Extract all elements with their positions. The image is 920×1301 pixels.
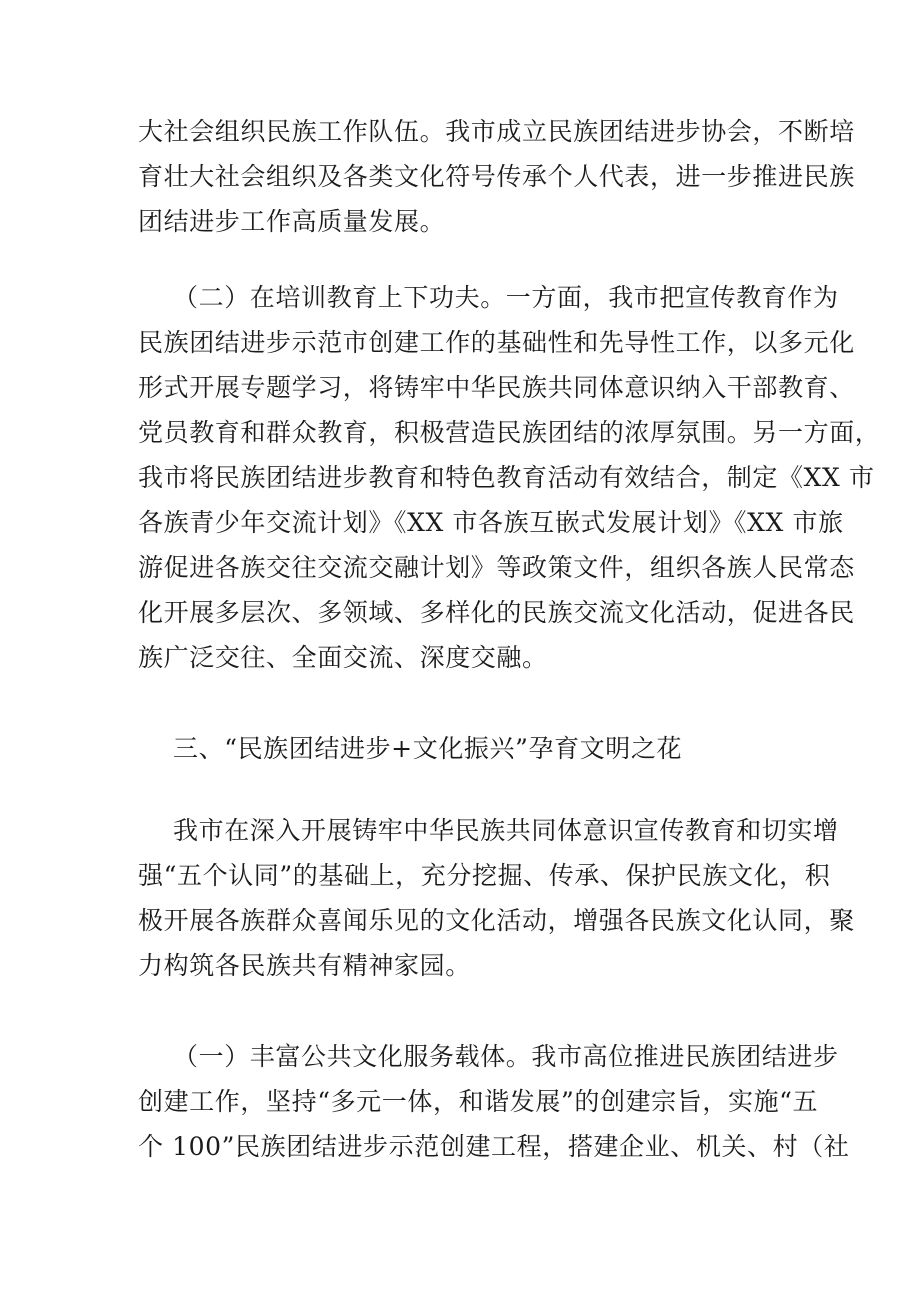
text-line: 我市将民族团结进步教育和特色教育活动有效结合，制定《XX 市 [138,463,875,492]
paragraph-training-education [138,275,881,680]
text-line: 强“五个认同”的基础上，充分挖掘、传承、保护民族文化，积 [138,861,831,890]
text-line: 各族青少年交流计划》《XX 市各族互嵌式发展计划》《XX 市旅 [138,508,844,537]
paragraph-continuation [138,109,855,244]
text-line: （一）丰富公共文化服务载体。我市高位推进民族团结进步 [173,1042,839,1071]
text-line: 创建工作，坚持“多元一体，和谐发展”的创建宗旨，实施“五 [138,1087,819,1116]
paragraph-culture [138,808,855,988]
text-line: 极开展各族群众喜闻乐见的文化活动，增强各民族文化认同，聚 [138,906,855,935]
section-heading-text: 三、“民族团结进步+文化振兴”孕育文明之花 [173,734,683,763]
text-line: 民族团结进步示范市创建工作的基础性和先导性工作，以多元化 [138,328,855,357]
text-line: 团结进步工作高质量发展。 [138,207,446,236]
text-line: 大社会组织民族工作队伍。我市成立民族团结进步协会，不断培 [138,117,855,146]
text-line: 力构筑各民族共有精神家园。 [138,951,471,980]
section-heading [138,726,788,771]
text-line: 我市在深入开展铸牢中华民族共同体意识宣传教育和切实增 [173,816,839,845]
paragraph-public-culture [138,1034,850,1169]
text-line: （二）在培训教育上下功夫。一方面，我市把宣传教育作为 [173,283,839,312]
text-line: 个 100”民族团结进步示范创建工程，搭建企业、机关、村（社 [138,1132,850,1161]
text-line: 化开展多层次、多领域、多样化的民族交流文化活动，促进各民 [138,598,855,627]
text-line: 族广泛交往、全面交流、深度交融。 [138,643,548,672]
text-line: 党员教育和群众教育，积极营造民族团结的浓厚氛围。另一方面， [138,418,881,447]
text-line: 育壮大社会组织及各类文化符号传承个人代表，进一步推进民族 [138,162,855,191]
text-line: 游促进各族交往交流交融计划》等政策文件，组织各族人民常态 [138,553,855,582]
text-line: 形式开展专题学习，将铸牢中华民族共同体意识纳入干部教育、 [138,373,855,402]
